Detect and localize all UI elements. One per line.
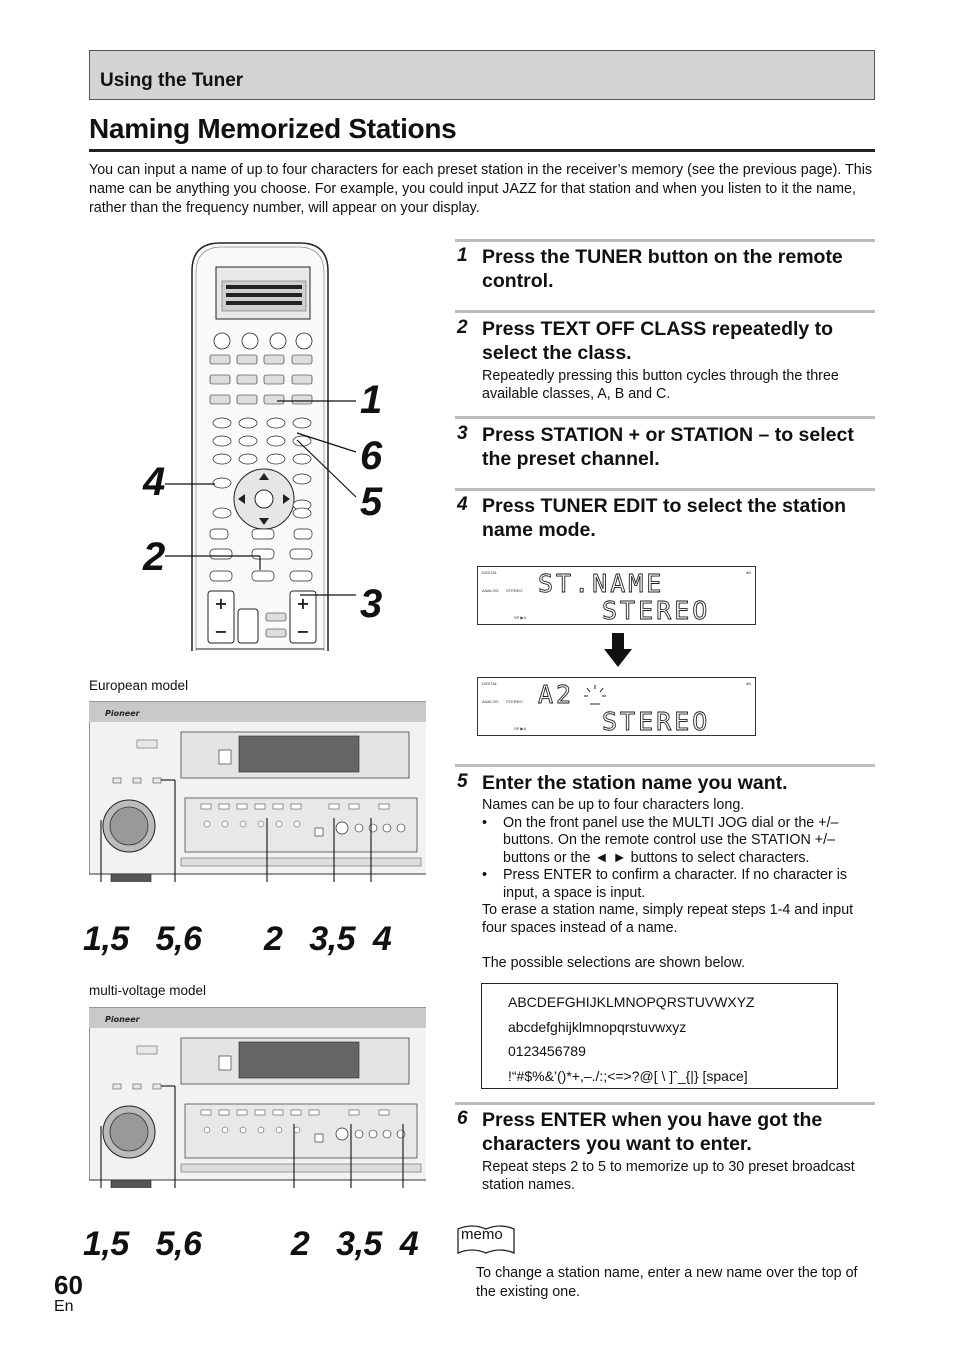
display-before-line2: STEREO — [602, 596, 711, 625]
step-4 — [455, 494, 875, 542]
step-4-number: 4 — [457, 494, 468, 515]
remote-callout-1: 1 — [360, 378, 383, 422]
chars-symbols: !“#$%&’()*+,–./:;<=>?@[ \ ]ˆ_{|} [space] — [508, 1067, 748, 1084]
chars-digits: 0123456789 — [508, 1043, 586, 1059]
display-after-line2: STEREO — [602, 707, 711, 736]
intro-paragraph: You can input a name of up to four characters for each preset station in the receiver’s memory (see the previous page). This name can be anything you choose. For example, you could input JAZZ for that station and when you listen to it the name, rather than the frequency number, will appear on your display. — [89, 162, 873, 216]
remote-callout-2: 2 — [143, 535, 166, 579]
step-5-body — [482, 797, 877, 973]
title-rule — [89, 149, 875, 152]
svg-text:−: − — [214, 622, 228, 641]
character-set-box — [481, 983, 838, 1089]
step-6-rule — [455, 1102, 875, 1105]
arrow-down-icon — [604, 633, 632, 667]
step-5 — [455, 771, 875, 795]
remote-callout-6: 6 — [360, 434, 383, 478]
cursor-blink-icon — [582, 684, 608, 708]
memo-icon — [455, 1223, 517, 1257]
memo-icon-label: memo — [461, 1226, 503, 1243]
step-6-body: Repeat steps 2 to 5 to memorize up to 30 preset broadcast station names. — [482, 1159, 855, 1193]
step-5-intro: Names can be up to four characters long. — [482, 797, 745, 813]
step-4-title: Press TUNER EDIT to select the station name mode. — [482, 495, 847, 541]
step-1-title: Press the TUNER button on the remote control. — [482, 246, 843, 292]
remote-callout-lines — [160, 380, 360, 620]
display-after: DIGITAL ANALOG STEREO SP ▶A dB A2 STEREO — [477, 677, 756, 736]
section-header-bar — [89, 50, 875, 100]
step-2 — [455, 317, 875, 365]
step-2-rule — [455, 310, 875, 313]
remote-callout-5: 5 — [360, 480, 383, 524]
display-before-line1: ST.NAME — [538, 569, 665, 598]
step-5-bullet-1: • On the front panel use the MULTI JOG dial or the +/– buttons. On the remote control use the STATION +/– buttons or the ◄ ► buttons to select characters. — [482, 815, 877, 868]
svg-text:−: − — [296, 622, 310, 641]
step-5-rule — [455, 764, 875, 767]
chars-lowercase: abcdefghijklmnopqrstuvwxyz — [508, 1018, 687, 1035]
step-1-number: 1 — [457, 245, 468, 266]
page-title: Naming Memorized Stations — [89, 113, 457, 144]
svg-text:Pioneer: Pioneer — [105, 709, 140, 718]
european-receiver-illustration — [89, 700, 426, 882]
step-1 — [455, 245, 875, 293]
svg-text:+: + — [296, 594, 310, 613]
step-5-bullet-2: • Press ENTER to confirm a character. If no character is input, a space is input. — [482, 867, 877, 902]
display-before: DIGITAL ANALOG STEREO SP ▶A dB ST.NAME STEREO — [477, 566, 756, 625]
step-6 — [455, 1108, 875, 1156]
step-5-title: Enter the station name you want. — [482, 772, 788, 794]
step-5-erase: To erase a station name, simply repeat steps 1-4 and input four spaces instead of a name. — [482, 902, 854, 936]
remote-callout-3: 3 — [360, 582, 383, 626]
step-3-title: Press STATION + or STATION – to select the preset channel. — [482, 424, 854, 470]
step-3-rule — [455, 416, 875, 419]
chars-uppercase: ABCDEFGHIJKLMNOPQRSTUVWXYZ — [508, 994, 755, 1010]
step-2-body: Repeatedly pressing this button cycles through the three available classes, A, B and C. — [482, 368, 839, 402]
step-3 — [455, 423, 875, 471]
multi-voltage-model-label: multi-voltage model — [89, 983, 207, 998]
step-2-title: Press TEXT OFF CLASS repeatedly to select the class. — [482, 318, 834, 364]
memo-text: To change a station name, enter a new name over the top of the existing one. — [476, 1265, 858, 1300]
page-language: En — [54, 1298, 74, 1315]
step-6-title: Press ENTER when you have got the characters you want to enter. — [482, 1109, 823, 1155]
multi-voltage-model-callouts: 1,5 5,6 2 3,5 4 — [83, 1225, 419, 1263]
step-5-number: 5 — [457, 771, 468, 792]
step-5-possible: The possible selections are shown below. — [482, 955, 746, 971]
step-5-bullets — [482, 815, 877, 903]
page-number: 60 — [54, 1270, 83, 1300]
european-model-callouts: 1,5 5,6 2 3,5 4 — [83, 920, 392, 958]
svg-text:+: + — [214, 594, 228, 613]
display-after-line1: A2 — [538, 680, 575, 709]
step-2-number: 2 — [457, 317, 468, 338]
section-title: Using the Tuner — [100, 70, 244, 91]
step-6-number: 6 — [457, 1108, 468, 1129]
multi-voltage-receiver-illustration — [89, 1006, 426, 1188]
step-3-number: 3 — [457, 423, 468, 444]
step-1-rule — [455, 239, 875, 242]
european-model-label: European model — [89, 678, 189, 693]
step-4-rule — [455, 488, 875, 491]
svg-text:Pioneer: Pioneer — [105, 1015, 140, 1024]
remote-callout-4: 4 — [143, 460, 166, 504]
